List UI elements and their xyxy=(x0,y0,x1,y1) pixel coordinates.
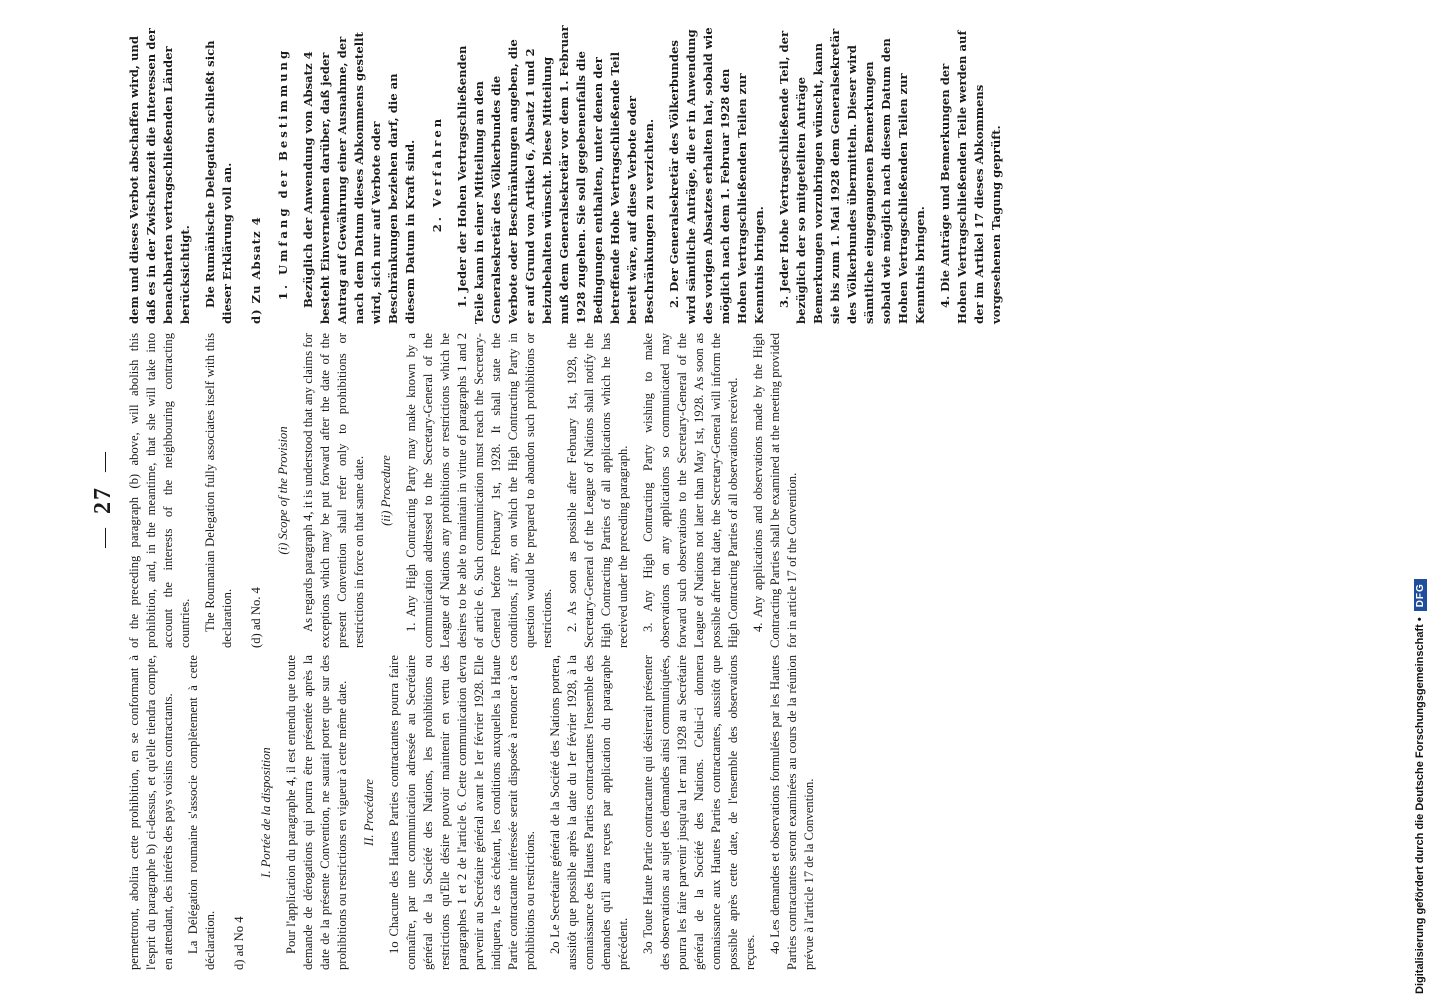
de-paragraph-romanian-delegation: Die Rumänische Delegation schließt sich dieser Erklärung voll an. xyxy=(203,40,234,324)
fr-paragraph-procedure-3: 3o Toute Haute Partie contractante qui désirerait présenter des observations au sujet des demandes ainsi communiquées, pourra les faire parvenir jusqu'au 1er mai 1928 au Secrétaire général de la Société des Nations. Celui-ci donnera connaissance aux Hautes Parties contractantes, aussitôt que possible après cette date, de l'ensemble des observations reçues. xyxy=(641,655,757,970)
fr-paragraph-procedure-2: 2o Le Secrétaire général de la Société des Nations portera, aussitôt que possible après la date du 1er février 1928, à la connaissance des Hautes Parties contractantes l'ensemble des demandes qu'il aura reçues par application du paragraphe précédent. xyxy=(548,655,630,970)
fr-subheading-procedure: II. Procédure xyxy=(362,779,376,846)
french-column xyxy=(126,655,826,970)
page-header xyxy=(90,0,124,1000)
fr-paragraph-continuation: permettront, abolira cette prohibition, en se conformant à l'esprit du paragraphe b) ci-dessus, et qu'elle tiendra compte, en attendant, des intérêts des pays voisins contractants. xyxy=(127,655,175,970)
dfg-logo: DFG xyxy=(1414,579,1427,611)
de-paragraph-procedure-4: 4. Die Anträge und Bemerkungen der Hohen Vertragschließenden Teile werden auf der im Artikel 17 dieses Abkommens vorgesehenen Tagung geprüft. xyxy=(938,30,1003,324)
document-page xyxy=(90,0,1420,1000)
de-paragraph-continuation: dem und dieses Verbot abschaffen wird, und daß es in der Zwischenzeit die Interessen der benachbarten vertragschließenden Länder berücksichtigt. xyxy=(127,28,192,324)
de-section-heading: d) Zu Absatz 4 xyxy=(249,216,263,324)
de-paragraph-procedure-1: 1. Jeder der Hohen Vertragschließenden Teile kann in einer Mitteilung an den Generalsekretär des Völkerbundes die Verbote oder Beschränkungen angeben, die er auf Grund von Artikel 6, Absatz 1 und 2 beizubehalten wünscht. Diese Mitteilung muß dem Generalsekretär vor dem 1. Februar 1928 zugehen. Sie soll gegebenenfalls die Bedingungen enthalten, unter denen der betreffende Hohe Vertragschließende Teil bereit wäre, auf diese Verbote oder Beschränkungen zu verzichten. xyxy=(455,25,656,324)
header-dash-right: — xyxy=(93,452,115,472)
fr-subheading-scope: I. Portée de la disposition xyxy=(259,747,273,878)
en-paragraph-roumanian-delegation: The Roumanian Delegation fully associates itself with this declaration. xyxy=(203,333,234,648)
en-paragraph-procedure-2: 2. As soon as possible after February 1st, 1928, the Secretary-General of the League of Nations shall notify the High Contracting Parties of all applications which he has received under the preceding paragraph. xyxy=(565,333,630,648)
de-subheading-scope: 1. Umfang der Bestimmung xyxy=(276,47,290,301)
de-paragraph-procedure-2: 2. Der Generalsekretär des Völkerbundes wird sämtliche Anträge, die er in Anwendung des vorigen Absatzes erhalten hat, sobald wie möglich nach dem 1. Februar 1928 den Hohen Vertragschließenden Teilen zur Kenntnis bringen. xyxy=(667,27,766,324)
en-subheading-procedure: (ii) Procedure xyxy=(379,455,393,526)
de-paragraph-procedure-3: 3. Jeder Hohe Vertragschließende Teil, der bezüglich der so mitgeteilten Anträge Bemerkungen vorzubringen wünscht, kann sie bis zum 1. Mai 1928 dem Generalsekretär des Völkerbundes übermitteln. Dieser wird sämtliche eingegangenen Bemerkungen sobald wie möglich nach diesem Datum den Hohen Vertragschließenden Teilen zur Kenntnis bringen. xyxy=(777,28,927,324)
digitization-note: Digitalisierung gefördert durch die Deutsche Forschungsgemeinschaft • xyxy=(1414,617,1426,994)
en-paragraph-procedure-3: 3. Any High Contracting Party wishing to make observations on any applications so communicated may forward such observations to the Secretary-General of the League of Nations not later than May 1st, 1928. As soon as possible after that date, the Secretary-General will inform the High Contracting Parties of all observations received. xyxy=(641,333,740,648)
en-paragraph-procedure-4: 4. Any applications and observations made by the High Contracting Parties shall be examined at the meeting provided for in article 17 of the Convention. xyxy=(751,333,799,648)
de-paragraph-scope: Bezüglich der Anwendung von Absatz 4 besteht Einvernehmen darüber, daß jeder Antrag auf Gewährung einer Ausnahme, der nach dem Datum dieses Abkommens gestellt wird, sich nur auf Verbote oder Beschränkungen beziehen darf, die an diesem Datum in Kraft sind. xyxy=(301,32,417,324)
german-column xyxy=(126,24,1013,324)
en-paragraph-continuation: of the preceding paragraph (b) above, will abolish this prohibition, and, in the meantime, that she will take into account the interests of the neighbouring contracting countries. xyxy=(127,333,192,648)
en-paragraph-procedure-1: 1. Any High Contracting Party may make known by a communication addressed to the Secretary-General of the League of Nations any prohibitions or restrictions which he desires to be able to maintain in virtue of paragraphs 1 and 2 of article 6. Such communication must reach the Secretary-General before February 1st, 1928. It shall state the conditions, if any, on which the High Contracting Party in question would be prepared to abandon such prohibitions or restrictions. xyxy=(404,333,554,648)
de-subheading-procedure: 2. Verfahren xyxy=(430,115,444,233)
fr-section-heading: d) ad No 4 xyxy=(232,916,246,970)
digitization-sidebar xyxy=(1410,8,1430,994)
en-subheading-scope: (i) Scope of the Provision xyxy=(276,426,290,555)
page-number: 27 xyxy=(90,486,116,514)
en-section-heading: (d) ad No. 4 xyxy=(249,587,263,648)
fr-paragraph-procedure-4: 4o Les demandes et observations formulées par les Hautes Parties contractantes seront examinées au cours de la réunion prévue à l'article 17 de la Convention. xyxy=(768,655,816,970)
header-dash-left: — xyxy=(93,528,115,548)
fr-paragraph-romanian-delegation: La Délégation roumaine s'associe complètement à cette déclaration. xyxy=(186,655,217,970)
en-paragraph-scope: As regards paragraph 4, it is understood that any claims for exceptions which may be put forward after the date of the present Convention shall refer only to prohibitions or restrictions in force on that same date. xyxy=(301,333,366,648)
fr-paragraph-scope: Pour l'application du paragraphe 4, il est entendu que toute demande de dérogations qui pourra être présentée après la date de la présente Convention, ne saurait porter que sur des prohibitions ou restrictions en vigueur à cette même date. xyxy=(284,655,349,970)
fr-paragraph-procedure-1: 1o Chacune des Hautes Parties contractantes pourra faire connaître, par une communication adressée au Secrétaire général de la Société des Nations, les prohibitions ou restrictions qu'Elle désire pouvoir maintenir en vertu des paragraphes 1 et 2 de l'article 6. Cette communication devra parvenir au Secrétaire général avant le 1er février 1928. Elle indiquera, le cas échéant, les conditions auxquelles la Haute Partie contractante intéressée serait disposée à renoncer à ces prohibitions ou restrictions. xyxy=(387,655,537,970)
english-column xyxy=(126,333,809,648)
